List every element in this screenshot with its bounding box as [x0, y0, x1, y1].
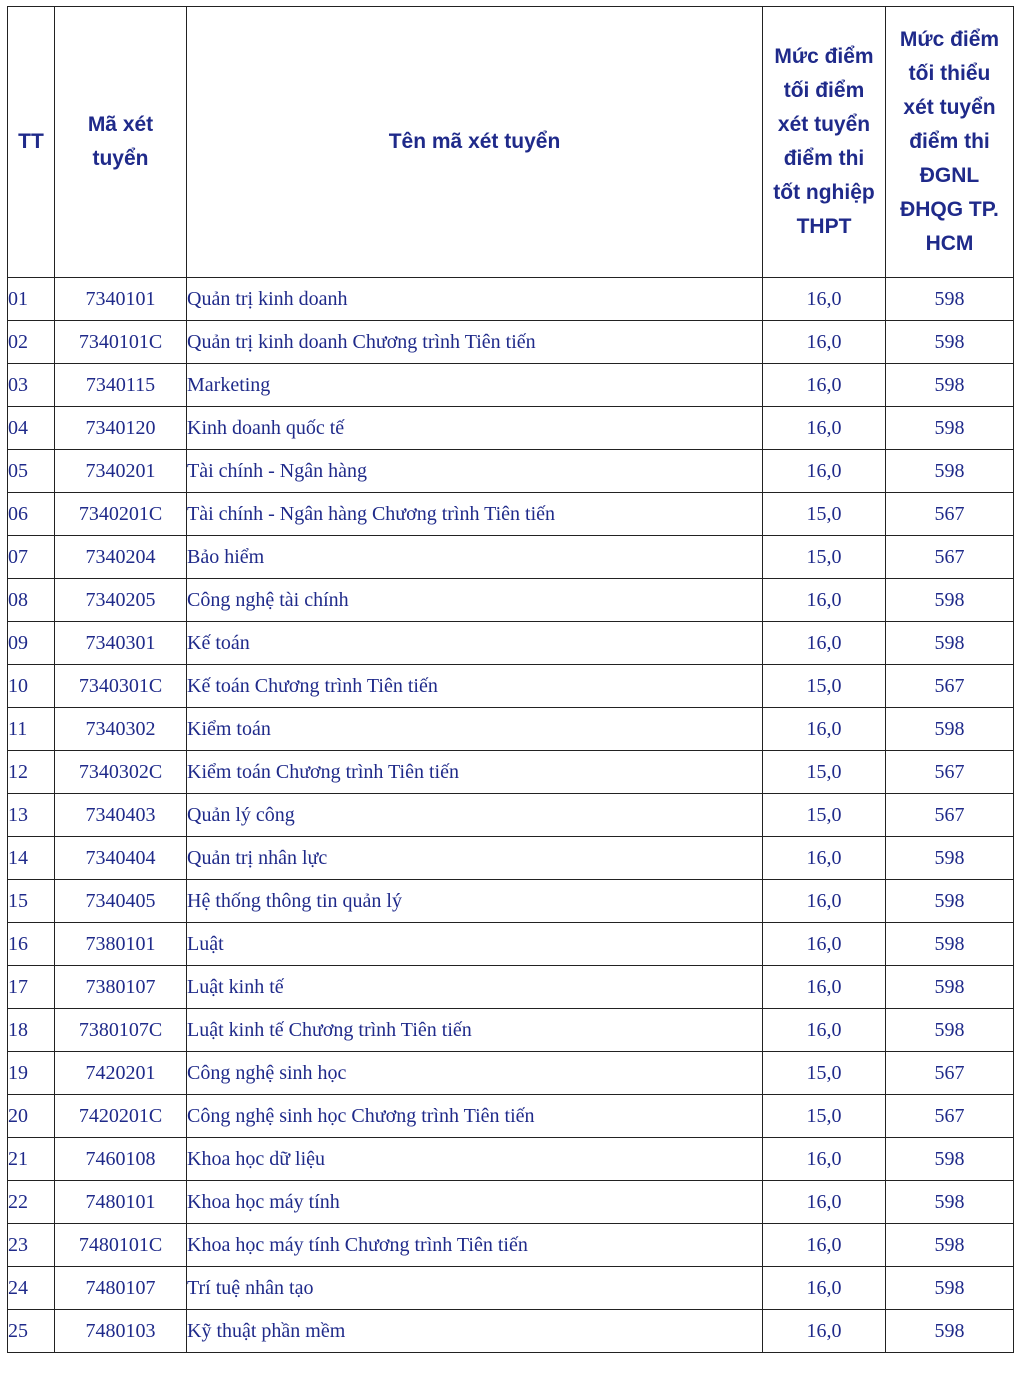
- header-dgnl-score: Mức điểm tối thiểu xét tuyển điểm thi ĐGNL ĐHQG TP. HCM: [886, 7, 1014, 278]
- cell-dgnl-score: 567: [886, 493, 1014, 536]
- cell-code: 7340405: [55, 880, 187, 923]
- table-row: [8, 708, 1014, 751]
- table-row: [8, 1009, 1014, 1052]
- table-row: [8, 364, 1014, 407]
- cell-name: Kế toán: [187, 622, 763, 665]
- cell-tt: 19: [8, 1052, 55, 1095]
- cell-name: Trí tuệ nhân tạo: [187, 1267, 763, 1310]
- cell-dgnl-score: 598: [886, 1138, 1014, 1181]
- cell-name: Kiểm toán Chương trình Tiên tiến: [187, 751, 763, 794]
- cell-dgnl-score: 598: [886, 837, 1014, 880]
- table-row: [8, 493, 1014, 536]
- header-thpt-score: Mức điểm tối điểm xét tuyển điểm thi tốt nghiệp THPT: [763, 7, 886, 278]
- header-tt: TT: [8, 7, 55, 278]
- cell-name: Kế toán Chương trình Tiên tiến: [187, 665, 763, 708]
- cell-dgnl-score: 598: [886, 364, 1014, 407]
- cell-code: 7340120: [55, 407, 187, 450]
- cell-tt: 09: [8, 622, 55, 665]
- cell-code: 7340101: [55, 278, 187, 321]
- cell-name: Quản trị nhân lực: [187, 837, 763, 880]
- table-row: [8, 579, 1014, 622]
- cell-name: Quản trị kinh doanh Chương trình Tiên tiến: [187, 321, 763, 364]
- cell-thpt-score: 16,0: [763, 278, 886, 321]
- cell-thpt-score: 16,0: [763, 579, 886, 622]
- cell-name: Quản trị kinh doanh: [187, 278, 763, 321]
- cell-dgnl-score: 598: [886, 407, 1014, 450]
- cell-thpt-score: 15,0: [763, 751, 886, 794]
- cell-name: Marketing: [187, 364, 763, 407]
- cell-tt: 11: [8, 708, 55, 751]
- cell-name: Khoa học máy tính: [187, 1181, 763, 1224]
- table-row: [8, 622, 1014, 665]
- cell-thpt-score: 16,0: [763, 450, 886, 493]
- cell-code: 7420201: [55, 1052, 187, 1095]
- cell-name: Tài chính - Ngân hàng: [187, 450, 763, 493]
- cell-code: 7340115: [55, 364, 187, 407]
- cell-tt: 21: [8, 1138, 55, 1181]
- cell-tt: 15: [8, 880, 55, 923]
- cell-dgnl-score: 598: [886, 278, 1014, 321]
- cell-dgnl-score: 567: [886, 665, 1014, 708]
- cell-thpt-score: 15,0: [763, 794, 886, 837]
- cell-dgnl-score: 567: [886, 751, 1014, 794]
- cell-dgnl-score: 598: [886, 1181, 1014, 1224]
- table-row: [8, 1181, 1014, 1224]
- header-code: Mã xét tuyển: [55, 7, 187, 278]
- cell-tt: 25: [8, 1310, 55, 1353]
- cell-code: 7480101C: [55, 1224, 187, 1267]
- cell-name: Kiểm toán: [187, 708, 763, 751]
- cell-name: Công nghệ sinh học Chương trình Tiên tiến: [187, 1095, 763, 1138]
- cell-name: Khoa học máy tính Chương trình Tiên tiến: [187, 1224, 763, 1267]
- cell-name: Kỹ thuật phần mềm: [187, 1310, 763, 1353]
- cell-thpt-score: 15,0: [763, 493, 886, 536]
- cell-code: 7480107: [55, 1267, 187, 1310]
- table-row: [8, 536, 1014, 579]
- cell-code: 7340302: [55, 708, 187, 751]
- cell-dgnl-score: 598: [886, 966, 1014, 1009]
- cell-dgnl-score: 598: [886, 923, 1014, 966]
- cell-thpt-score: 16,0: [763, 966, 886, 1009]
- cell-thpt-score: 15,0: [763, 665, 886, 708]
- cell-tt: 01: [8, 278, 55, 321]
- cell-tt: 22: [8, 1181, 55, 1224]
- cell-tt: 16: [8, 923, 55, 966]
- cell-name: Kinh doanh quốc tế: [187, 407, 763, 450]
- table-row: [8, 1095, 1014, 1138]
- cell-dgnl-score: 598: [886, 880, 1014, 923]
- cell-tt: 05: [8, 450, 55, 493]
- cell-thpt-score: 16,0: [763, 407, 886, 450]
- cell-thpt-score: 16,0: [763, 1009, 886, 1052]
- cell-thpt-score: 16,0: [763, 622, 886, 665]
- table-row: [8, 837, 1014, 880]
- cell-dgnl-score: 598: [886, 450, 1014, 493]
- cell-thpt-score: 15,0: [763, 536, 886, 579]
- table-row: [8, 278, 1014, 321]
- cell-name: Công nghệ tài chính: [187, 579, 763, 622]
- cell-dgnl-score: 567: [886, 1052, 1014, 1095]
- cell-code: 7480101: [55, 1181, 187, 1224]
- cell-code: 7340302C: [55, 751, 187, 794]
- cell-dgnl-score: 598: [886, 708, 1014, 751]
- cell-thpt-score: 16,0: [763, 880, 886, 923]
- cell-code: 7340404: [55, 837, 187, 880]
- cell-code: 7380107C: [55, 1009, 187, 1052]
- cell-thpt-score: 16,0: [763, 1224, 886, 1267]
- cell-code: 7340301: [55, 622, 187, 665]
- cell-code: 7340301C: [55, 665, 187, 708]
- cell-thpt-score: 16,0: [763, 923, 886, 966]
- table-row: [8, 1138, 1014, 1181]
- cell-code: 7480103: [55, 1310, 187, 1353]
- cell-code: 7340101C: [55, 321, 187, 364]
- cell-code: 7380101: [55, 923, 187, 966]
- cell-name: Khoa học dữ liệu: [187, 1138, 763, 1181]
- table-row: [8, 794, 1014, 837]
- cell-thpt-score: 16,0: [763, 1181, 886, 1224]
- table-row: [8, 321, 1014, 364]
- cell-dgnl-score: 598: [886, 321, 1014, 364]
- table-row: [8, 880, 1014, 923]
- cell-code: 7340204: [55, 536, 187, 579]
- cell-thpt-score: 15,0: [763, 1095, 886, 1138]
- cell-thpt-score: 16,0: [763, 1310, 886, 1353]
- cell-dgnl-score: 567: [886, 536, 1014, 579]
- cell-code: 7380107: [55, 966, 187, 1009]
- cell-dgnl-score: 598: [886, 1310, 1014, 1353]
- cell-tt: 04: [8, 407, 55, 450]
- cell-name: Luật kinh tế: [187, 966, 763, 1009]
- cell-tt: 23: [8, 1224, 55, 1267]
- cell-tt: 13: [8, 794, 55, 837]
- cell-name: Công nghệ sinh học: [187, 1052, 763, 1095]
- table-body: [8, 278, 1014, 1353]
- table-row: [8, 923, 1014, 966]
- cell-dgnl-score: 567: [886, 794, 1014, 837]
- table-row: [8, 1052, 1014, 1095]
- table-row: [8, 1224, 1014, 1267]
- cell-tt: 14: [8, 837, 55, 880]
- cell-tt: 12: [8, 751, 55, 794]
- admission-score-table: [7, 6, 1014, 1353]
- cell-tt: 07: [8, 536, 55, 579]
- cell-tt: 24: [8, 1267, 55, 1310]
- table-header-row: [8, 7, 1014, 278]
- cell-code: 7340205: [55, 579, 187, 622]
- cell-code: 7340403: [55, 794, 187, 837]
- cell-tt: 17: [8, 966, 55, 1009]
- table-row: [8, 665, 1014, 708]
- cell-name: Hệ thống thông tin quản lý: [187, 880, 763, 923]
- table-row: [8, 450, 1014, 493]
- cell-code: 7340201: [55, 450, 187, 493]
- table-row: [8, 407, 1014, 450]
- cell-thpt-score: 16,0: [763, 837, 886, 880]
- cell-tt: 20: [8, 1095, 55, 1138]
- cell-dgnl-score: 598: [886, 1009, 1014, 1052]
- cell-tt: 10: [8, 665, 55, 708]
- cell-tt: 06: [8, 493, 55, 536]
- cell-tt: 18: [8, 1009, 55, 1052]
- cell-dgnl-score: 598: [886, 622, 1014, 665]
- cell-name: Bảo hiểm: [187, 536, 763, 579]
- cell-thpt-score: 16,0: [763, 321, 886, 364]
- header-name: Tên mã xét tuyển: [187, 7, 763, 278]
- cell-dgnl-score: 598: [886, 1267, 1014, 1310]
- cell-dgnl-score: 567: [886, 1095, 1014, 1138]
- cell-name: Luật kinh tế Chương trình Tiên tiến: [187, 1009, 763, 1052]
- table-row: [8, 966, 1014, 1009]
- table-row: [8, 751, 1014, 794]
- cell-thpt-score: 16,0: [763, 364, 886, 407]
- cell-name: Tài chính - Ngân hàng Chương trình Tiên tiến: [187, 493, 763, 536]
- cell-code: 7420201C: [55, 1095, 187, 1138]
- cell-thpt-score: 16,0: [763, 1138, 886, 1181]
- cell-code: 7460108: [55, 1138, 187, 1181]
- table-row: [8, 1310, 1014, 1353]
- table-row: [8, 1267, 1014, 1310]
- cell-tt: 03: [8, 364, 55, 407]
- cell-thpt-score: 15,0: [763, 1052, 886, 1095]
- cell-tt: 02: [8, 321, 55, 364]
- cell-name: Quản lý công: [187, 794, 763, 837]
- cell-tt: 08: [8, 579, 55, 622]
- cell-thpt-score: 16,0: [763, 708, 886, 751]
- cell-dgnl-score: 598: [886, 1224, 1014, 1267]
- cell-name: Luật: [187, 923, 763, 966]
- cell-dgnl-score: 598: [886, 579, 1014, 622]
- cell-code: 7340201C: [55, 493, 187, 536]
- cell-thpt-score: 16,0: [763, 1267, 886, 1310]
